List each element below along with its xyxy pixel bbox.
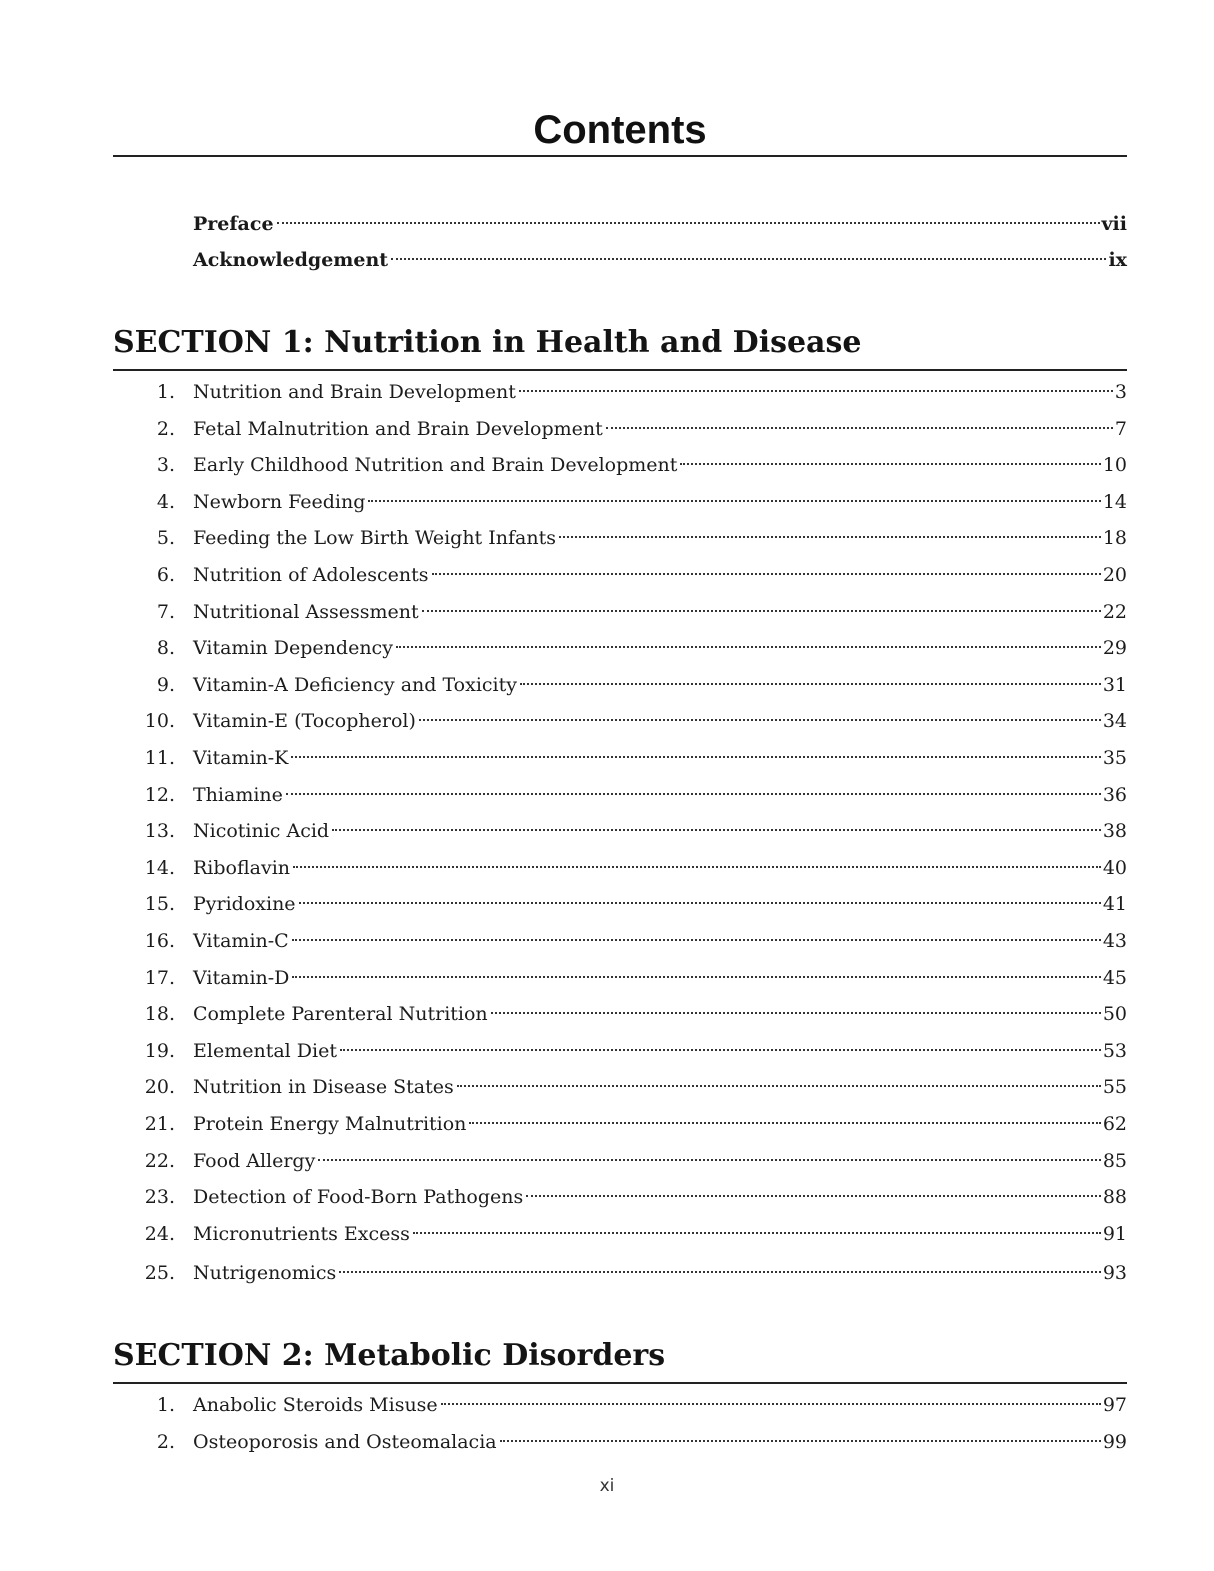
toc-entry-label: Protein Energy Malnutrition xyxy=(193,1113,467,1135)
toc-entry[interactable] xyxy=(113,1389,1127,1421)
toc-entry-number: 2. xyxy=(156,1430,175,1453)
toc-entry-number: 12. xyxy=(144,783,175,806)
toc-entry-page: ix xyxy=(1108,249,1127,271)
section-1-rule xyxy=(113,369,1127,371)
dot-leader xyxy=(526,1195,1101,1197)
toc-entry-number: 17. xyxy=(144,966,175,989)
toc-entry-number: 22. xyxy=(144,1149,175,1172)
dot-leader xyxy=(559,536,1101,538)
dot-leader xyxy=(396,646,1101,648)
toc-entry[interactable] xyxy=(113,669,1127,701)
toc-entry[interactable] xyxy=(113,852,1127,884)
toc-entry-label: Vitamin-K xyxy=(193,747,289,769)
toc-entry-number: 3. xyxy=(156,454,175,477)
toc-entry-page: 35 xyxy=(1102,747,1127,769)
toc-entry-page: 22 xyxy=(1102,600,1127,623)
toc-entry-label: Riboflavin xyxy=(193,856,291,879)
toc-entry-page: 34 xyxy=(1102,710,1127,733)
dot-leader xyxy=(291,756,1100,758)
dot-leader xyxy=(299,902,1101,904)
toc-entry-number: 24. xyxy=(144,1222,175,1245)
toc-entry[interactable] xyxy=(113,1426,1127,1458)
toc-entry-number: 7. xyxy=(156,600,175,623)
toc-entry-number: 11. xyxy=(144,747,175,769)
toc-entry-number: 20. xyxy=(144,1076,175,1099)
toc-entry-page: 36 xyxy=(1102,783,1127,806)
dot-leader xyxy=(469,1122,1100,1124)
toc-entry-number: 25. xyxy=(144,1262,175,1284)
toc-entry-page: 55 xyxy=(1102,1076,1127,1099)
toc-entry[interactable] xyxy=(113,1257,1127,1289)
section-1-heading: SECTION 1: Nutrition in Health and Disease xyxy=(113,325,862,360)
dot-leader xyxy=(391,258,1106,260)
toc-entry[interactable] xyxy=(113,1108,1127,1140)
dot-leader xyxy=(519,390,1113,392)
toc-entry[interactable] xyxy=(113,596,1127,628)
title-rule xyxy=(113,155,1127,157)
toc-entry-page: 29 xyxy=(1102,637,1127,660)
toc-entry-number: 10. xyxy=(144,710,175,733)
toc-entry-label: Nutrition and Brain Development xyxy=(193,381,516,403)
toc-entry-number: 2. xyxy=(156,417,175,440)
toc-entry-page: 99 xyxy=(1102,1430,1127,1453)
toc-entry-page: 50 xyxy=(1102,1003,1127,1026)
dot-leader xyxy=(340,1049,1101,1051)
toc-entry[interactable] xyxy=(113,742,1127,774)
section-2-heading: SECTION 2: Metabolic Disorders xyxy=(113,1338,666,1373)
dot-leader xyxy=(680,463,1100,465)
toc-entry[interactable] xyxy=(113,632,1127,664)
toc-entry[interactable] xyxy=(113,449,1127,481)
toc-entry[interactable] xyxy=(113,1071,1127,1103)
toc-entry[interactable] xyxy=(113,1218,1127,1250)
toc-entry-page: 85 xyxy=(1102,1149,1127,1172)
toc-entry-page: 93 xyxy=(1102,1262,1127,1284)
toc-entry-label: Newborn Feeding xyxy=(193,490,366,513)
dot-leader xyxy=(491,1012,1101,1014)
toc-entry-label: Nutritional Assessment xyxy=(193,600,419,623)
toc-entry-acknowledgement[interactable] xyxy=(193,245,1127,275)
toc-entry-page: 40 xyxy=(1102,856,1127,879)
toc-entry-page: 14 xyxy=(1102,490,1127,513)
toc-entry[interactable] xyxy=(113,888,1127,920)
dot-leader xyxy=(318,1159,1100,1161)
toc-entry[interactable] xyxy=(113,815,1127,847)
toc-entry[interactable] xyxy=(113,779,1127,811)
dot-leader xyxy=(432,573,1101,575)
toc-entry-page: 18 xyxy=(1102,527,1127,550)
dot-leader xyxy=(413,1232,1101,1234)
toc-entry-label: Feeding the Low Birth Weight Infants xyxy=(193,527,556,550)
toc-entry-label: Vitamin-C xyxy=(193,930,289,952)
toc-entry-page: 62 xyxy=(1102,1113,1127,1135)
dot-leader xyxy=(368,500,1100,502)
toc-entry-label: Food Allergy xyxy=(193,1149,316,1172)
page-title: Contents xyxy=(533,108,707,152)
toc-entry-label: Preface xyxy=(193,213,274,235)
toc-entry-label: Anabolic Steroids Misuse xyxy=(193,1394,438,1416)
dot-leader xyxy=(286,793,1101,795)
toc-entry-number: 6. xyxy=(156,564,175,586)
toc-entry-page: 10 xyxy=(1102,454,1127,477)
toc-entry[interactable] xyxy=(113,1181,1127,1213)
toc-entry[interactable] xyxy=(113,962,1127,994)
toc-entry-number: 5. xyxy=(156,527,175,550)
toc-entry[interactable] xyxy=(113,522,1127,554)
toc-entry-number: 23. xyxy=(144,1186,175,1209)
toc-entry-preface[interactable] xyxy=(193,209,1127,239)
toc-entry-page: 97 xyxy=(1102,1394,1127,1416)
toc-entry[interactable] xyxy=(113,486,1127,518)
toc-entry-number: 1. xyxy=(156,1394,175,1416)
toc-entry-number: 9. xyxy=(156,673,175,696)
toc-entry[interactable] xyxy=(113,705,1127,737)
toc-entry-number: 15. xyxy=(144,893,175,916)
toc-entry[interactable] xyxy=(113,559,1127,591)
dot-leader xyxy=(500,1440,1101,1442)
toc-entry-number: 14. xyxy=(144,856,175,879)
toc-entry-label: Vitamin-D xyxy=(193,966,290,989)
toc-entry-page: 38 xyxy=(1102,820,1127,843)
toc-entry-label: Nicotinic Acid xyxy=(193,820,330,843)
toc-entry-label: Vitamin-A Deficiency and Toxicity xyxy=(193,673,517,696)
dot-leader xyxy=(606,427,1113,429)
toc-entry-number: 13. xyxy=(144,820,175,843)
dot-leader xyxy=(419,719,1101,721)
dot-leader xyxy=(292,939,1101,941)
toc-entry-page: 91 xyxy=(1102,1222,1127,1245)
toc-entry[interactable] xyxy=(113,925,1127,957)
toc-entry-number: 21. xyxy=(144,1113,175,1135)
toc-entry-label: Pyridoxine xyxy=(193,893,296,916)
toc-entry-label: Acknowledgement xyxy=(193,249,389,271)
toc-entry[interactable] xyxy=(113,1145,1127,1177)
toc-entry-label: Nutrigenomics xyxy=(193,1262,337,1284)
toc-entry-page: 3 xyxy=(1114,381,1127,403)
dot-leader xyxy=(339,1271,1101,1273)
toc-entry[interactable] xyxy=(113,998,1127,1030)
toc-entry-page: 88 xyxy=(1102,1186,1127,1209)
toc-entry-page: 53 xyxy=(1102,1039,1127,1062)
dot-leader xyxy=(292,976,1100,978)
dot-leader xyxy=(277,222,1100,224)
toc-entry-number: 4. xyxy=(156,490,175,513)
toc-entry-label: Elemental Diet xyxy=(193,1039,337,1062)
toc-entry-number: 1. xyxy=(156,381,175,403)
dot-leader xyxy=(457,1085,1101,1087)
dot-leader xyxy=(441,1403,1101,1405)
toc-entry-page: 43 xyxy=(1102,930,1127,952)
toc-entry-label: Vitamin Dependency xyxy=(193,637,393,660)
toc-entry-number: 18. xyxy=(144,1003,175,1026)
toc-entry[interactable] xyxy=(113,1035,1127,1067)
dot-leader xyxy=(332,829,1101,831)
toc-entry-page: 7 xyxy=(1114,417,1127,440)
toc-entry[interactable] xyxy=(113,413,1127,445)
toc-entry-label: Micronutrients Excess xyxy=(193,1222,410,1245)
toc-entry-label: Nutrition of Adolescents xyxy=(193,564,429,586)
toc-entry-label: Fetal Malnutrition and Brain Development xyxy=(193,417,603,440)
toc-entry-label: Detection of Food-Born Pathogens xyxy=(193,1186,524,1209)
toc-entry[interactable] xyxy=(113,376,1127,408)
dot-leader xyxy=(520,683,1101,685)
toc-entry-label: Osteoporosis and Osteomalacia xyxy=(193,1430,497,1453)
dot-leader xyxy=(293,866,1101,868)
toc-entry-label: Vitamin-E (Tocopherol) xyxy=(193,710,416,733)
toc-entry-page: vii xyxy=(1101,213,1127,235)
section-2-rule xyxy=(113,1382,1127,1384)
toc-entry-page: 20 xyxy=(1102,564,1127,586)
dot-leader xyxy=(422,610,1101,612)
toc-entry-number: 19. xyxy=(144,1039,175,1062)
toc-entry-number: 16. xyxy=(144,930,175,952)
page-number: xi xyxy=(599,1476,615,1496)
toc-entry-page: 45 xyxy=(1102,966,1127,989)
toc-entry-label: Complete Parenteral Nutrition xyxy=(193,1003,488,1026)
toc-entry-label: Early Childhood Nutrition and Brain Development xyxy=(193,454,678,477)
toc-entry-label: Thiamine xyxy=(193,783,283,806)
toc-entry-page: 41 xyxy=(1102,893,1127,916)
toc-entry-number: 8. xyxy=(156,637,175,660)
toc-entry-page: 31 xyxy=(1102,673,1127,696)
toc-entry-label: Nutrition in Disease States xyxy=(193,1076,454,1099)
